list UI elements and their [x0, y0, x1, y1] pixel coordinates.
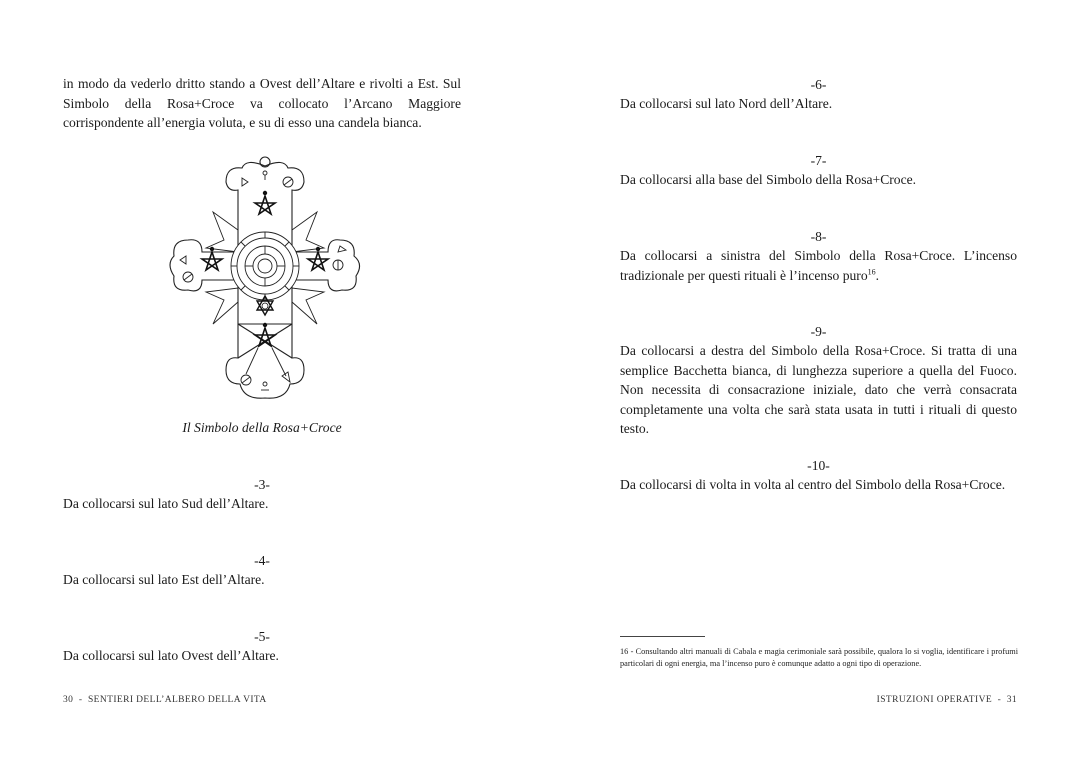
footnote-reference[interactable]: 16: [867, 266, 876, 276]
section-number: -8-: [810, 229, 827, 244]
footnote-divider: [620, 636, 705, 637]
section-text: Da collocarsi sul lato Est dell’Altare.: [63, 572, 265, 587]
section-number: -10-: [807, 458, 830, 473]
rosy-cross-symbol-image: [168, 152, 362, 408]
figure-caption: Il Simbolo della Rosa+Croce: [182, 420, 342, 435]
running-footer-right: ISTRUZIONI OPERATIVE - 31: [876, 695, 1017, 705]
section-text: Da collocarsi di volta in volta al centro del Simbolo della Rosa+Croce.: [620, 477, 1006, 492]
intro-paragraph: in modo da vederlo dritto stando a Ovest dell’Altare e rivolti a Est. Sul Simbolo della Rosa+Croce va collocato l’Arcano Maggiore corrispondente all’energia voluta, e su di esso una candela bianca.: [63, 76, 461, 130]
section-text-with-footnote: [620, 246, 1017, 285]
right-page: [540, 0, 1080, 762]
section-number: -5-: [254, 629, 270, 644]
section-text-end: .: [875, 267, 880, 283]
section-text: Da collocarsi alla base del Simbolo della Rosa+Croce.: [620, 172, 917, 187]
rose-wheel: [231, 232, 299, 300]
section-text: Da collocarsi sul lato Sud dell’Altare.: [63, 496, 269, 511]
section-number: -4-: [254, 553, 270, 568]
footnote: 16 - Consultando altri manuali di Cabala e magia cerimoniale sarà possibile, qualora lo si voglia, identificare i profumi particolari di ogni energia, ma l’incenso puro è comunque adatto a ogni tipo di operazione.: [620, 647, 1018, 668]
section-text: Da collocarsi sul lato Ovest dell’Altare.: [63, 648, 279, 663]
section-text: Da collocarsi a sinistra del Simbolo della Rosa+Croce. L’incenso tradizionale per questi rituali è l’incenso puro: [620, 248, 1017, 283]
section-number: -9-: [810, 324, 827, 339]
section-number: -7-: [810, 153, 827, 168]
running-footer-left: 30 - SENTIERI DELL’ALBERO DELLA VITA: [63, 695, 267, 705]
section-number: -3-: [254, 477, 270, 492]
section-number: -6-: [810, 77, 827, 92]
section-text: Da collocarsi a destra del Simbolo della Rosa+Croce. Si tratta di una semplice Bacchetta bianca, di lunghezza superiore a quella del Fuoco. Non necessita di consacrazione iniziale, dato che verrà consacrata completamente una volta che sarà stata usata in tutti i rituali di questo testo.: [620, 343, 1017, 436]
section-text: Da collocarsi sul lato Nord dell’Altare.: [620, 96, 833, 111]
